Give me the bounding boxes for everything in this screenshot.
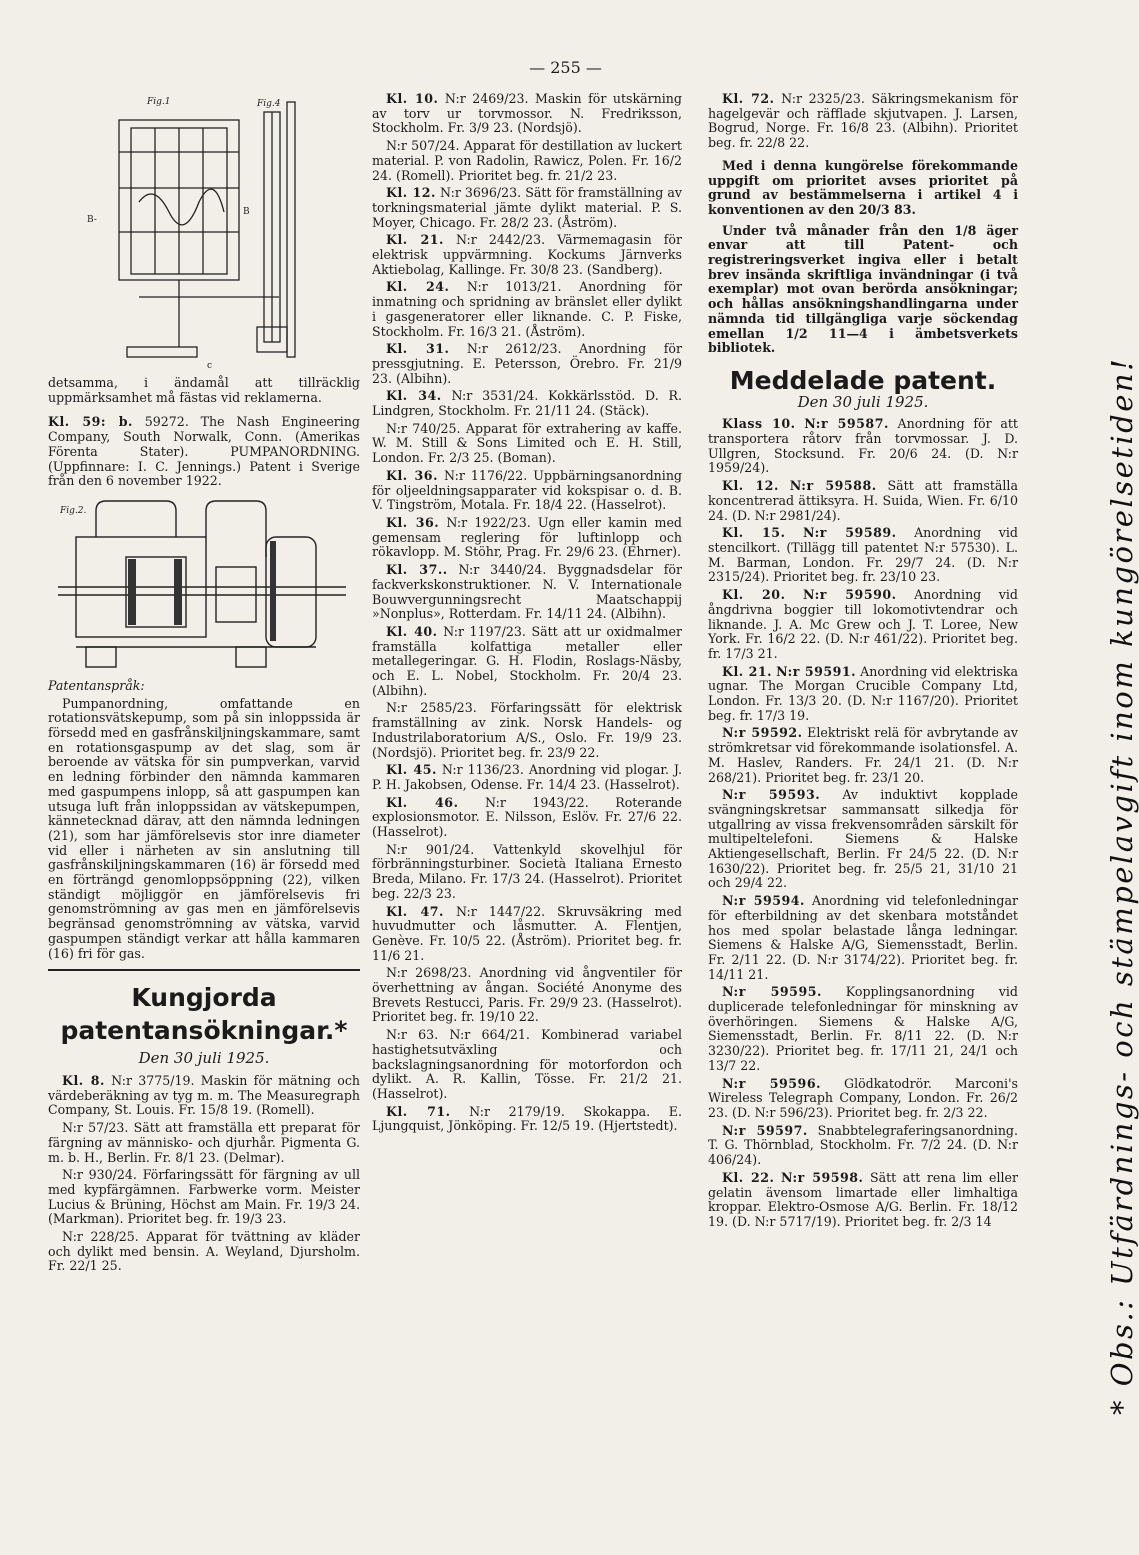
list-item: Kl. 10. N:r 2469/23. Maskin för utskärning av torv ur torvmossor. N. Fredriksson, Stockholm. Fr. 3/9 23. (Nordsjö). [372, 91, 682, 136]
list-item: Kl. 12. N:r 59588. Sätt att framställa koncentrerad ättiksyra. H. Suida, Wien. Fr. 6/10 24. (D. N:r 2981/24). [708, 478, 1018, 523]
fig1-label: Fig.1 [147, 97, 171, 107]
fig2-label: Fig.2. [60, 505, 87, 516]
priority-note: Med i denna kungörelse förekommande uppgift om prioritet avses prioritet på grund av bestämmelserna i artikel 4 i konventionen av den 20/3 83. [708, 157, 1018, 217]
list-item: N:r 228/25. Apparat för tvättning av kläder och dylikt med bensin. A. Weyland, Djursholm. Fr. 22/1 25. [48, 1229, 360, 1274]
list-item: N:r 901/24. Vattenkyld skovelhjul för förbränningsturbiner. Società Italiana Ernesto Breda, Milano. Fr. 17/3 24. (Hasselrot). Prioritet beg. 22/3 23. [372, 841, 682, 901]
list-item: Kl. 21. N:r 2442/23. Värmemagasin för elektrisk uppvärmning. Kockums Järnverks Aktiebolag, Kallinge. Fr. 30/8 23. (Sandberg). [372, 232, 682, 277]
list-item: N:r 930/24. Förfaringssätt för färgning av ull med kypfärgämnen. Farbwerke vorm. Meister Lucius & Brüning, Höchst am Main. Fr. 19/3 24. (Markman). Prioritet beg. fr. 19/3 23. [48, 1167, 360, 1227]
list-item: Kl. 12. N:r 3696/23. Sätt för framställning av torkningsmaterial jämte dylikt material. P. S. Moyer, Chicago. Fr. 28/2 23. (Åström). [372, 185, 682, 230]
objection-note: Under två månader från den 1/8 äger envar att till Patent- och registreringsverket ingiva eller i betalt brev insända skriftliga invändningar (i två exemplar) mot ovan berörda ansökningar; och hållas ansökningshandlingarna under nämnda tid tillgängliga varje söckendag emellan 1/2 11—4 i ämbetsverkets bibliotek. [708, 222, 1018, 356]
list-item: N:r 59596. Glödkatodrör. Marconi's Wireless Telegraph Company, London. Fr. 26/2 23. (D. N:r 596/23). Prioritet beg. fr. 2/3 22. [708, 1075, 1018, 1120]
list-item: N:r 59594. Anordning vid telefonledningar för efterbildning av det skenbara motståndet hos med spolar belastade långa ledningar. Siemens & Halske A/G, Siemensstadt, Berlin. Fr. 2/11 22. (D. N:r 3174/22). Prioritet beg. fr. 14/11 21. [708, 893, 1018, 982]
nash-class: Kl. 59: b. [48, 414, 133, 430]
list-item: N:r 2585/23. Förfaringssätt för elektrisk framställning av zink. Norsk Handels- og Industrilaboratorium A/S., Oslo. Fr. 19/9 23. (Nordsjö). Prioritet beg. fr. 23/9 22. [372, 700, 682, 760]
list-item: Kl. 15. N:r 59589. Anordning vid stencilkort. (Tillägg till patentet N:r 57530). L. M. Barman, London. Fr. 29/7 24. (D. N:r 2315/24). Prioritet beg. fr. 23/10 23. [708, 525, 1018, 585]
list-item: N:r 2698/23. Anordning vid ångventiler för överhettning av ångan. Société Anonyme des Brevets Restucci, Paris. Fr. 29/9 23. (Hasselrot). Prioritet beg. fr. 19/10 22. [372, 965, 682, 1025]
list-item: N:r 59597. Snabbtelegraferingsanordning. T. G. Thörnblad, Stockholm. Fr. 7/2 24. (D. N:r 406/24). [708, 1122, 1018, 1168]
list-item: N:r 57/23. Sätt att framställa ett preparat för färgning av människo- och djurhår. Pigmenta G. m. b. H., Berlin. Fr. 8/1 23. (Delmar). [48, 1120, 360, 1165]
meddelade-date: Den 30 juli 1925. [797, 392, 929, 411]
section-divider [48, 969, 360, 971]
list-item: Kl. 36. N:r 1176/22. Uppbärningsanordning för oljeeldningsapparater vid kokspisar o. d. B. V. Tingström, Motala. Fr. 18/4 22. (Hasselrot). [372, 467, 682, 513]
claim-text: Pumpanordning, omfattande en rotationsvätskepump, som på sin inloppssida är försedd med en gasfrånskiljningskammare, samt en rotationsgaspump av det slag, som är beroende av vätska för sin pumpverkan, varvid en ledning förbinder den nämnda kammaren med gaspumpens inlopp, så att gaspumpen kan utsuga luft från inloppssidan av vätskepumpen, kännetecknad därav, att den nämnda ledningen (21), som har jämförelsevis stor inre diameter vid eller i närheten av sin anslutning till gasfrånskiljningskammaren (16) är försedd med en förträngd genomloppsöppning (22), vilken ständigt möjliggör en jämförelsevis fri genomströmning av gas men en jämförelsevis begränsad genomströmning av vätska, varvid gaspumpen ständigt verkar att hålla kammaren (16) fri för gas. [48, 695, 360, 961]
sidebar-notice: * Obs.: Utfärdnings- och stämpelavgift inom kungörelsetiden! [1105, 356, 1139, 1415]
section-mark-c: c [207, 361, 213, 371]
list-item: N:r 740/25. Apparat för extrahering av kaffe. W. M. Still & Sons Limited och E. H. Still, London. Fr. 2/3 25. (Boman). [372, 420, 682, 466]
nash-text: 59272. The Nash Engineering Company, South Norwalk, Conn. (Amerikas Förenta Stater). PUMPANORDNING. (Uppfinnare: I. C. Jennings.) Patent i Sverige från den 6 november 1922. [48, 414, 360, 489]
list-item: Kl. 31. N:r 2612/23. Anordning för pressgjutning. E. Petersson, Örebro. Fr. 21/9 23. (Albihn). [372, 341, 682, 386]
list-item: Klass 10. N:r 59587. Anordning för att transportera råtorv från torvmossar. J. D. Ullgren, Stocksund. Fr. 20/6 24. (D. N:r 1959/24). [708, 416, 1018, 476]
section-mark-b-left: B- [87, 215, 97, 225]
kungjorda-date: Den 30 juli 1925. [138, 1049, 270, 1068]
list-item: Kl. 20. N:r 59590. Anordning vid ångdrivna boggier till lokomotivtendrar och liknande. J. A. Mc Grew och J. T. Loree, New York. Fr. 16/2 22. (D. N:r 461/22). Prioritet beg. fr. 17/3 21. [708, 587, 1018, 661]
fig1-caption: detsamma, i ändamål att tillräcklig uppmärksamhet må fästas vid reklamerna. [48, 375, 360, 405]
pump-figure-1 [79, 92, 329, 370]
meddelade-heading: Meddelade patent. [729, 365, 997, 395]
nash-entry [48, 415, 360, 489]
list-item: N:r 63. N:r 664/21. Kombinerad variabel hastighetsutväxling och backslagningsanordning för motorfordon och dylikt. A. R. Kallin, Tösse. Fr. 21/2 21. (Hasselrot). [372, 1027, 682, 1101]
list-item: N:r 59592. Elektriskt relä för avbrytande av strömkretsar vid förekommande isolationsfel. A. M. Haslev, Randers. Fr. 24/1 21. (D. N:r 268/21). Prioritet beg. fr. 23/1 20. [708, 725, 1018, 785]
list-item: Kl. 40. N:r 1197/23. Sätt att ur oxidmalmer framställa kolfattiga metaller eller metallegeringar. G. H. Flodin, Roslags-Näsby, och E. L. Nobel, Stockholm. Fr. 20/4 23. (Albihn). [372, 623, 682, 698]
list-item: N:r 59593. Av induktivt kopplade svängningskretsar sammansatt silkedja för utgallring av vissa frekvensområden särskilt för multipeltelefoni. Siemens & Halske Aktiengesellschaft, Berlin. Fr 24/5 22. (D. N:r 1630/22). Prioritet beg. fr. 25/5 21, 31/10 21 och 29/4 22. [708, 787, 1018, 891]
list-item: Kl. 21. N:r 59591. Anordning vid elektriska ugnar. The Morgan Crucible Company Ltd, London. Fr. 13/3 20. (D. N:r 1167/20). Prioritet beg. fr. 17/3 19. [708, 663, 1018, 723]
list-item: Kl. 71. N:r 2179/19. Skokappa. E. Ljungquist, Jönköping. Fr. 12/5 19. (Hjertstedt). [372, 1103, 682, 1134]
section-mark-b-right: B [243, 207, 250, 217]
column-middle [372, 92, 682, 1137]
list-item: Kl. 24. N:r 1013/21. Anordning för inmatning och spridning av bränslet eller dylikt i gasgeneratorer eller liknande. C. P. Fiske, Stockholm. Fr. 16/3 21. (Åström). [372, 279, 682, 339]
list-item: Kl. 37.. N:r 3440/24. Byggnadsdelar för fackverkskonstruktioner. N. V. Internationale Bouwvergunningsrecht Maatschappij »Nonplus», Rotterdam. Fr. 14/11 24. (Albihn). [372, 562, 683, 622]
list-item: N:r 507/24. Apparat för destillation av luckert material. P. von Radolin, Rawicz, Polen. Fr. 16/2 24. (Romell). Prioritet beg. fr. 21/2 23. [372, 138, 682, 183]
list-item: Kl. 22. N:r 59598. Sätt att rena lim eller gelatin ävensom limartade eller limhaltiga kroppar. Elektro-Osmose A/G. Berlin. Fr. 18/12 19. (D. N:r 5717/19). Prioritet beg. fr. 2/3 14 [708, 1169, 1018, 1229]
kungjorda-list-col1 [48, 1074, 360, 1274]
column-left [48, 92, 360, 1277]
list-item: Kl. 36. N:r 1922/23. Ugn eller kamin med gemensam reglering för luftinlopp och rökavlopp. M. Stöhr, Prag. Fr. 29/6 23. (Ehrner). [372, 514, 682, 560]
list-item: Kl. 47. N:r 1447/22. Skruvsäkring med huvudmutter och låsmutter. A. Flentjen, Genève. Fr. 10/5 22. (Åström). Prioritet beg. fr. 11/6 21. [372, 903, 682, 963]
claim-heading: Patentanspråk: [48, 677, 145, 693]
fig4-label: Fig.4 [257, 99, 281, 109]
list-item: Kl. 8. N:r 3775/19. Maskin för mätning och värdeberäkning av tyg m. m. The Measuregraph Company, St. Louis. Fr. 15/8 19. (Romell). [48, 1072, 360, 1118]
list-item: Kl. 46. N:r 1943/22. Roterande explosionsmotor. E. Nilsson, Eslöv. Fr. 27/6 22. (Hasselrot). [372, 794, 682, 840]
kungjorda-heading: Kungjorda patentansökningar.* [60, 983, 348, 1046]
list-item: Kl. 45. N:r 1136/23. Anordning vid plogar. J. P. H. Jakobsen, Odense. Fr. 14/4 23. (Hasselrot). [372, 762, 682, 792]
pump-figure-2 [56, 497, 352, 673]
column-right [708, 92, 1018, 1233]
page-number: — 255 — [529, 58, 602, 77]
list-item: Kl. 72. N:r 2325/23. Säkringsmekanism för hagelgevär och räfflade skjutvapen. J. Larsen, Bogrud, Norge. Fr. 16/8 23. (Albihn). Prioritet beg. fr. 22/8 22. [708, 91, 1018, 151]
list-item: Kl. 34. N:r 3531/24. Kokkärlsstöd. D. R. Lindgren, Stockholm. Fr. 21/11 24. (Stäck). [372, 388, 682, 419]
list-item: N:r 59595. Kopplingsanordning vid duplicerade telefonledningar för minskning av överhöringen. Siemens & Halske A/G, Siemensstadt, Berlin. Fr. 8/11 22. (D. N:r 3230/22). Prioritet beg. fr. 17/11 21, 24/1 och 13/7 22. [708, 984, 1018, 1073]
